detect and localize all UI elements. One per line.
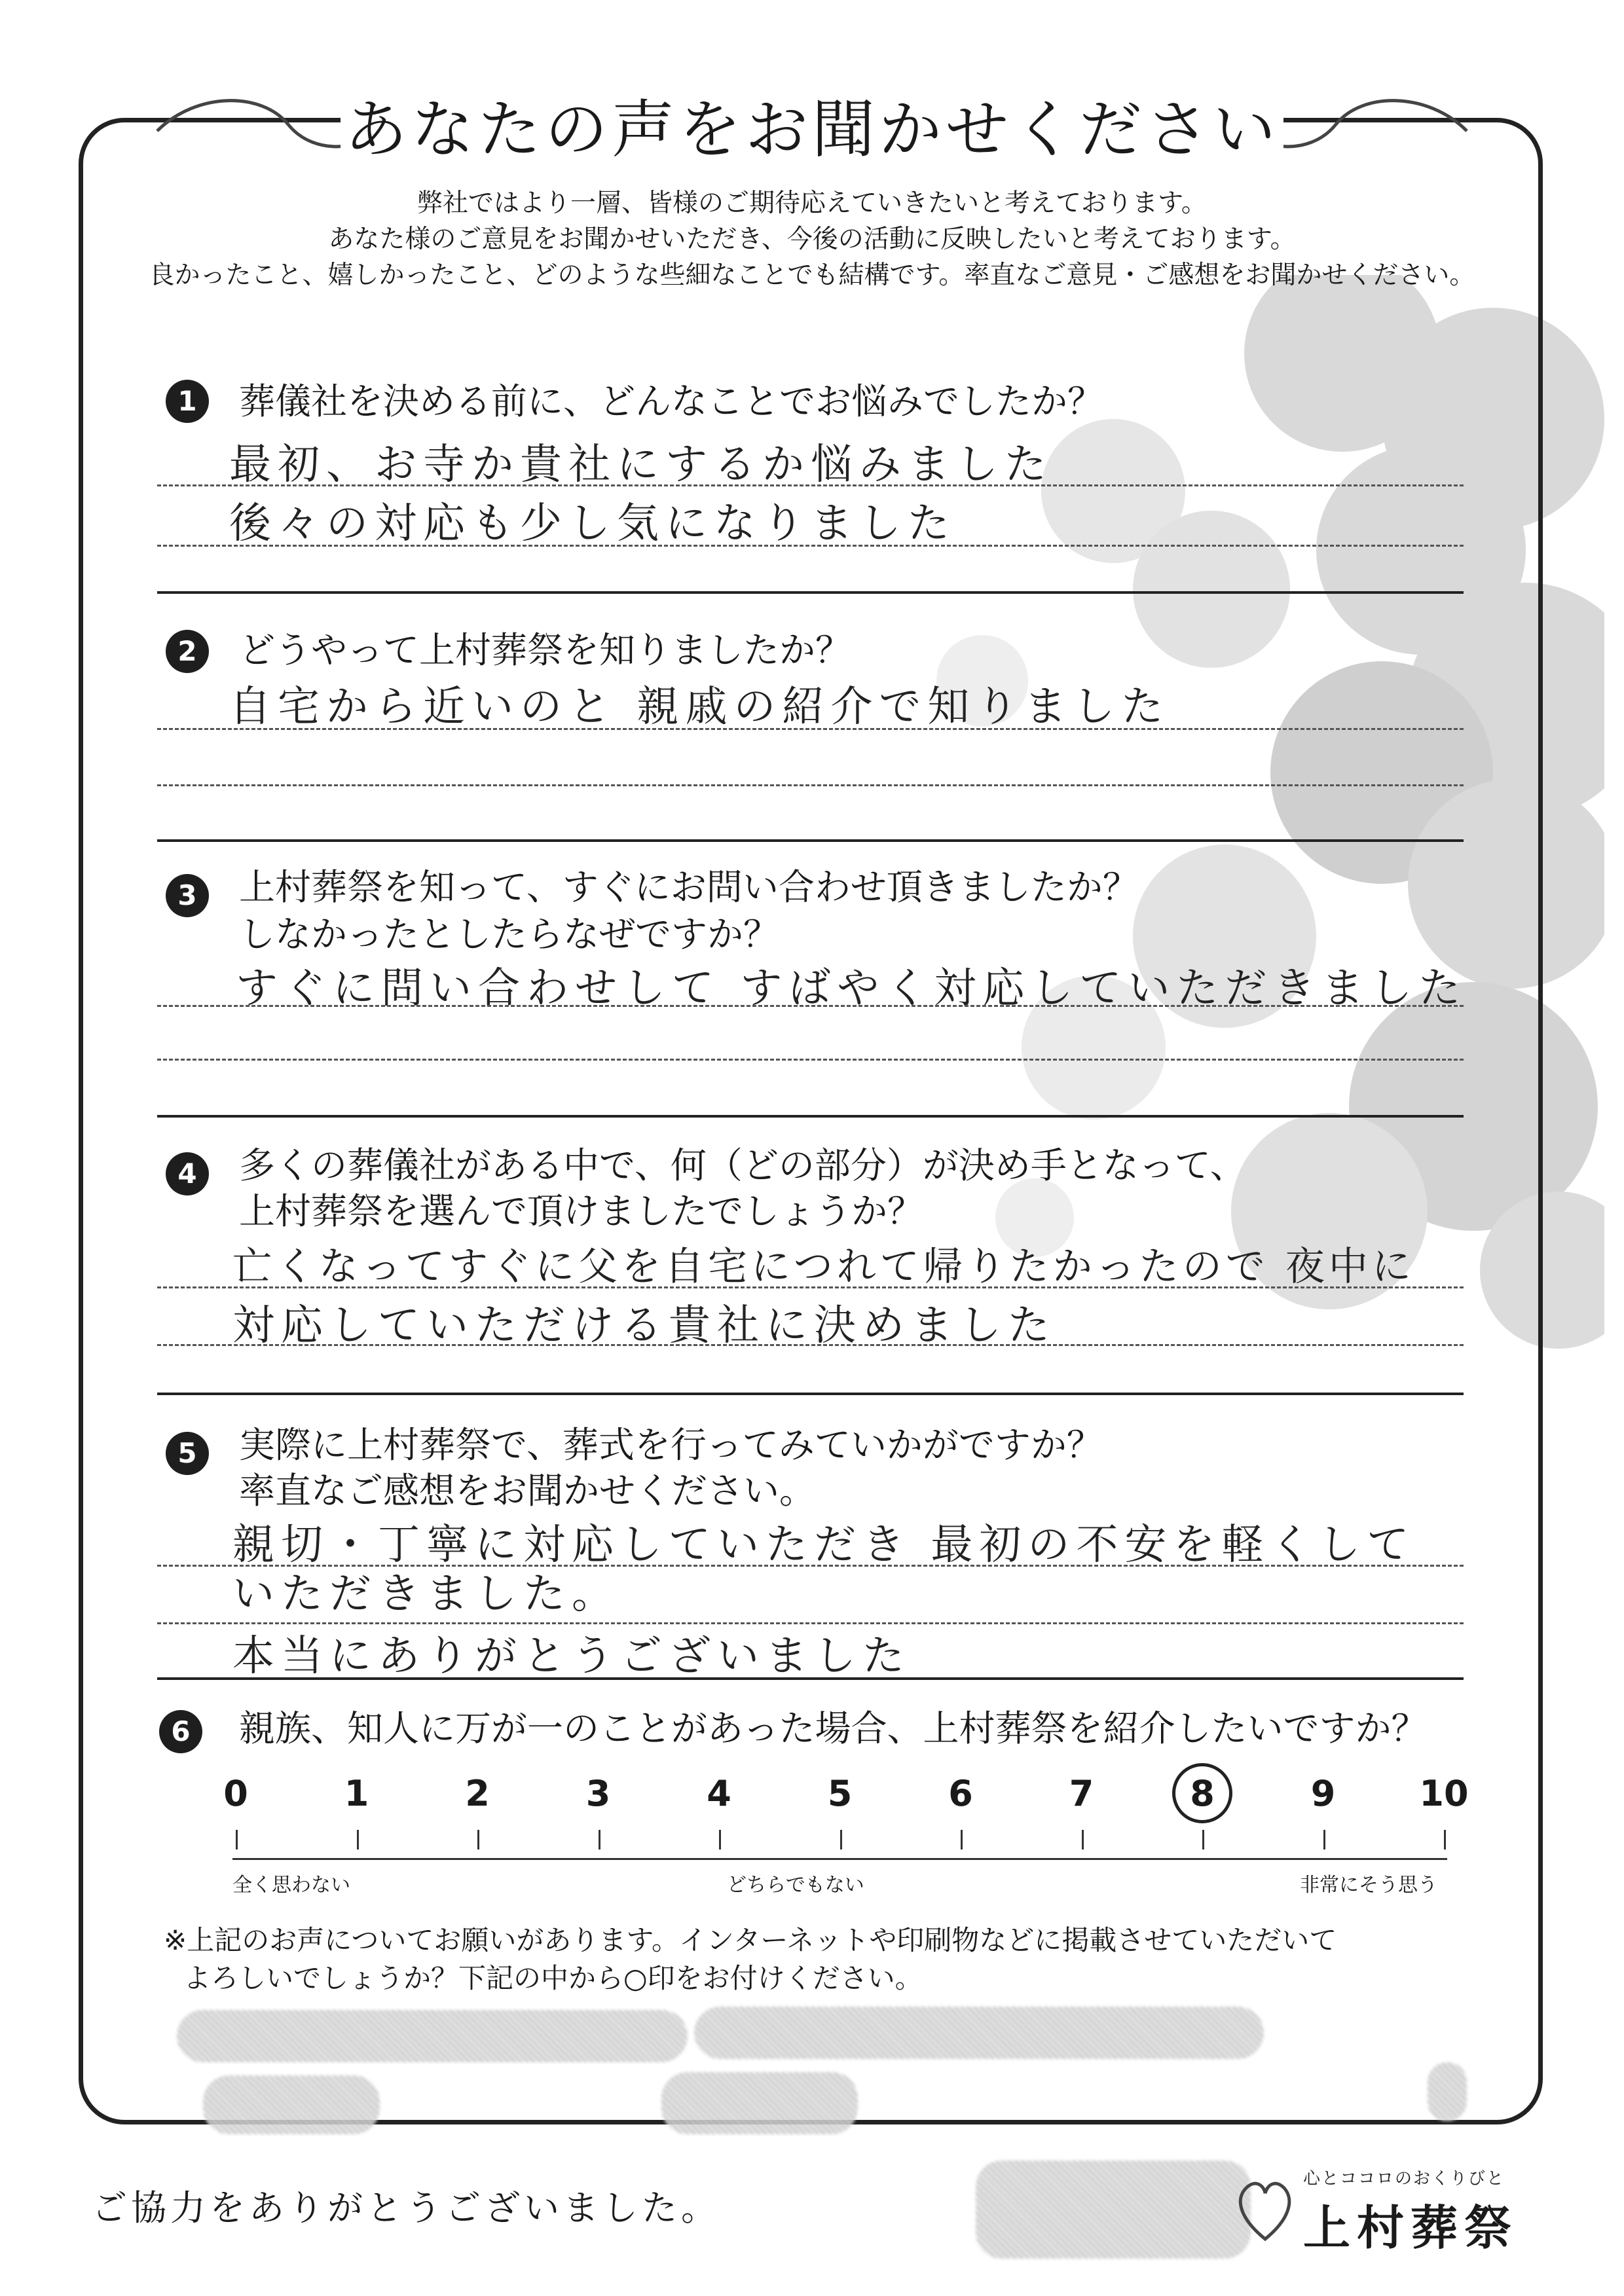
thanks-message: ご協力をありがとうございました。 — [92, 2187, 720, 2229]
scale-label-mid: どちらでもない — [727, 1874, 864, 1897]
answer-line — [157, 1059, 1464, 1061]
redacted-area — [203, 2075, 380, 2134]
notice-line-1: ※上記のお声についてお願いがあります。インターネットや印刷物などに掲載させていただいて — [164, 1924, 1337, 1956]
answer-2-line-1: 自宅から近いのと 親戚の紹介で知りました — [229, 683, 1170, 731]
question-3-text-line-1: 上村葬祭を知って、すぐにお問い合わせ頂きましたか？ — [239, 866, 1139, 908]
answer-5-line-3: 本当にありがとうございました — [232, 1632, 911, 1681]
answer-3-line-1: すぐに問い合わせして すばやく対応していただきました — [236, 964, 1467, 1013]
answer-1-line-1: 最初、お寺か貴社にするか悩みました — [229, 441, 1053, 489]
answer-5-line-2: いただきました。 — [232, 1570, 620, 1618]
scale-tick — [1082, 1830, 1084, 1850]
redacted-area — [177, 2010, 688, 2062]
section-divider — [157, 1677, 1464, 1680]
question-2-text: どうやって上村葬祭を知りましたか？ — [239, 629, 852, 671]
question-6-number: 6 — [159, 1710, 202, 1753]
scale-tick — [357, 1830, 359, 1850]
scale-number-2: 2 — [465, 1773, 490, 1814]
company-tagline: 心とココロのおくりびと — [1303, 2169, 1505, 2189]
question-5-text-line-1: 実際に上村葬祭で、葬式を行ってみていかがですか？ — [239, 1424, 1103, 1466]
heart-logo-icon — [1234, 2174, 1297, 2246]
question-5-number: 5 — [166, 1432, 209, 1475]
scale-tick — [1444, 1830, 1446, 1850]
scale-number-3: 3 — [585, 1773, 611, 1814]
answer-line — [157, 1005, 1464, 1007]
scale-tick — [840, 1830, 842, 1850]
scale-tick — [599, 1830, 600, 1850]
scale-number-5: 5 — [827, 1773, 853, 1814]
answer-line — [157, 728, 1464, 730]
question-4-number: 4 — [166, 1152, 209, 1195]
answer-line — [157, 1344, 1464, 1346]
scale-tick — [477, 1830, 479, 1850]
question-5-text-line-2: 率直なご感想をお聞かせください。 — [239, 1470, 816, 1512]
answer-line — [157, 545, 1464, 547]
question-1-text: 葬儀社を決める前に、どんなことでお悩みでしたか？ — [239, 380, 1104, 422]
section-divider — [157, 839, 1464, 842]
scale-number-1: 1 — [344, 1773, 369, 1814]
question-2-number: 2 — [166, 630, 209, 673]
answer-4-line-1: 亡くなってすぐに父を自宅につれて帰りたかったので 夜中に — [232, 1244, 1415, 1290]
scale-number-0: 0 — [223, 1773, 248, 1814]
question-3-text-line-2: しなかったとしたらなぜですか？ — [239, 913, 780, 955]
intro-line-2: あなた様のご意見をお聞かせいただき、今後の活動に反映したいと考えております。 — [328, 225, 1296, 254]
section-divider — [157, 591, 1464, 594]
scale-number-10: 10 — [1419, 1773, 1469, 1814]
rating-scale-line — [232, 1858, 1447, 1860]
question-1-number: 1 — [166, 380, 209, 423]
answer-line — [157, 1622, 1464, 1624]
intro-line-1: 弊社ではより一層、皆様のご期待応えていきたいと考えております。 — [417, 189, 1207, 218]
scale-label-low: 全く思わない — [232, 1874, 350, 1897]
answer-5-line-1: 親切・丁寧に対応していただき 最初の不安を軽くして — [232, 1521, 1416, 1569]
question-4-text-line-1: 多くの葬儀社がある中で、何（どの部分）が決め手となって、 — [239, 1144, 1246, 1186]
scale-number-6: 6 — [948, 1773, 973, 1814]
scale-number-7: 7 — [1069, 1773, 1094, 1814]
question-6-text: 親族、知人に万が一のことがあった場合、上村葬祭を紹介したいですか？ — [239, 1707, 1428, 1749]
scale-label-high: 非常にそう思う — [1300, 1874, 1437, 1897]
redacted-area — [661, 2072, 858, 2134]
scale-tick — [1323, 1830, 1325, 1850]
scale-tick — [236, 1830, 238, 1850]
redacted-area — [976, 2160, 1251, 2259]
scale-tick — [719, 1830, 721, 1850]
answer-line — [157, 1286, 1464, 1288]
question-3-number: 3 — [166, 874, 209, 917]
scale-number-8: 8 — [1190, 1773, 1215, 1814]
answer-4-line-2: 対応していただける貴社に決めました — [232, 1302, 1056, 1350]
notice-line-2: よろしいでしょうか？下記の中から○印をお付けください。 — [183, 1962, 923, 1994]
scale-tick — [961, 1830, 963, 1850]
company-logo-text: 上村葬祭 — [1303, 2200, 1519, 2255]
redacted-area — [694, 2007, 1264, 2059]
page-title: あなたの声をお聞かせください — [341, 90, 1283, 169]
answer-line — [157, 784, 1464, 786]
scale-number-4: 4 — [707, 1773, 731, 1814]
answer-1-line-2: 後々の対応も少し気になりました — [229, 500, 956, 548]
section-divider — [157, 1115, 1464, 1118]
section-divider — [157, 1393, 1464, 1395]
question-4-text-line-2: 上村葬祭を選んで頂けましたでしょうか？ — [239, 1190, 924, 1232]
redacted-area — [1428, 2062, 1467, 2121]
intro-line-3: 良かったこと、嬉しかったこと、どのような些細なことでも結構です。率直なご意見・ご感想をお聞かせください。 — [149, 261, 1475, 290]
scale-tick — [1202, 1830, 1204, 1850]
answer-line — [157, 1565, 1464, 1567]
answer-line — [157, 484, 1464, 486]
scale-number-9: 9 — [1310, 1773, 1336, 1814]
